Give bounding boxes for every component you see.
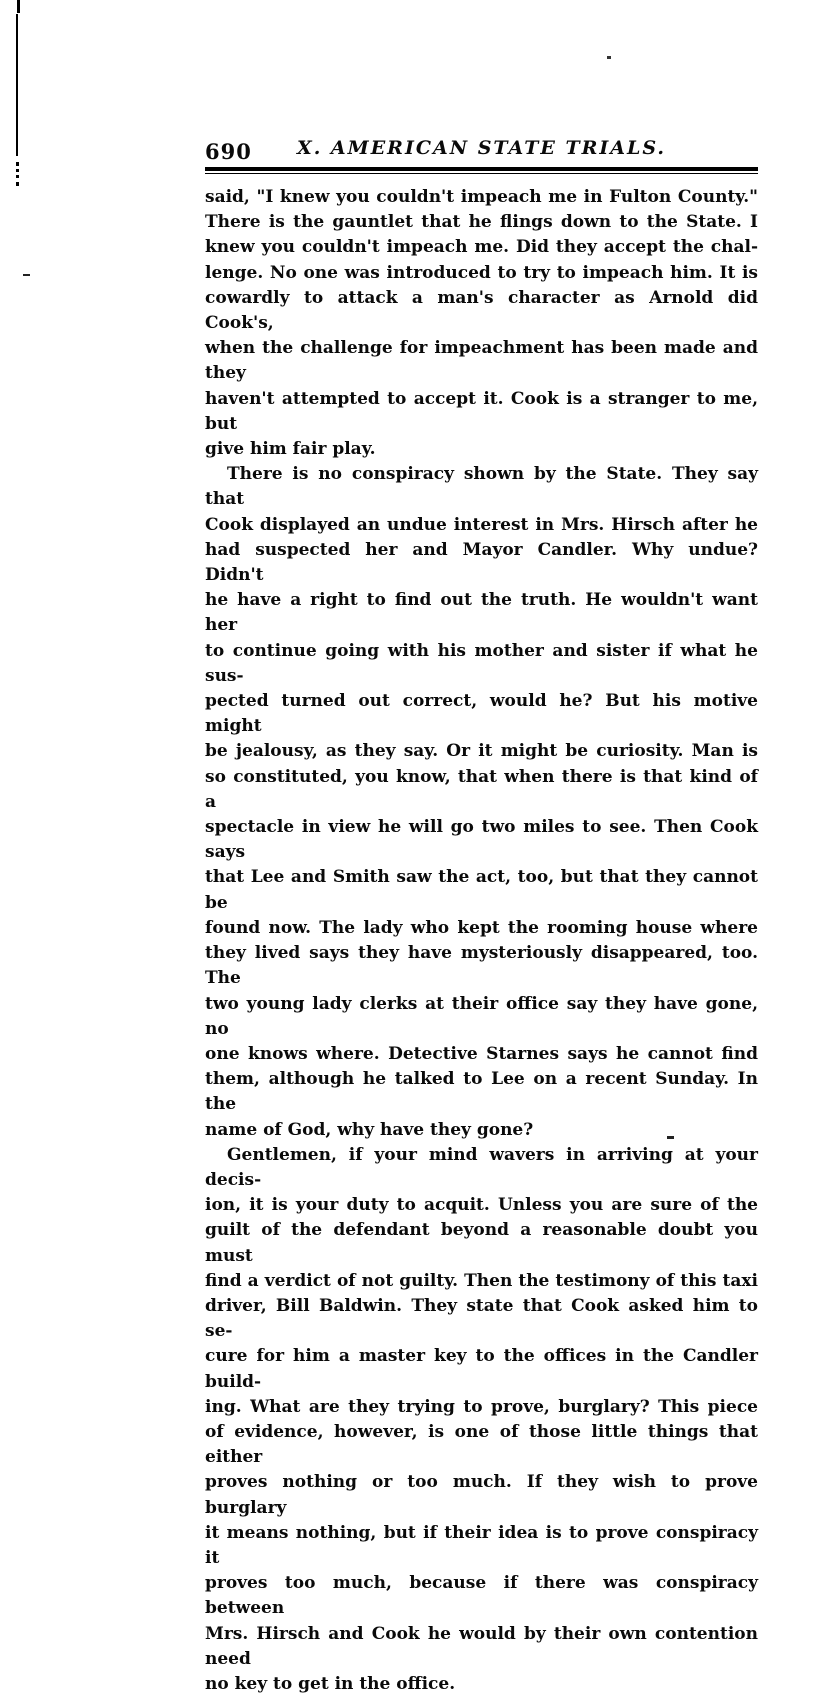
text-line: they lived says they have mysteriously disappeared, too. The [205,943,758,989]
text-line: pected turned out correct, would he? But his motive might [205,691,758,737]
text-line: one knows where. Detective Starnes says he cannot find [205,1043,758,1064]
header-rule [205,167,758,174]
text-line: so constituted, you know, that when there is that kind of a [205,766,758,812]
text-line: when the challenge for impeachment has been made and they [205,338,758,384]
scan-speck-top [607,56,611,59]
text-line: to continue going with his mother and sister if what he sus- [205,640,758,686]
text-line: that Lee and Smith saw the act, too, but that they cannot be [205,867,758,913]
body-text [205,185,758,1697]
text-line: knew you couldn't impeach me. Did they accept the chal- [205,237,758,258]
text-line: ing. What are they trying to prove, burglary? This piece [205,1396,758,1417]
text-line: cowardly to attack a man's character as Arnold did Cook's, [205,287,758,334]
text-line: proves nothing or too much. If they wish to prove burglary [205,1472,758,1518]
text-line: ion, it is your duty to acquit. Unless you are sure of the [205,1195,758,1216]
text-line: he have a right to find out the truth. He wouldn't want her [205,590,758,636]
paragraph [205,462,758,1142]
scan-margin-line-dots [16,162,19,186]
text-line: found now. The lady who kept the rooming house where [205,917,758,938]
text-line: guilt of the defendant beyond a reasonable doubt you must [205,1220,758,1266]
text-line: no key to get in the office. [205,1673,456,1694]
text-line: find a verdict of not guilty. Then the testimony of this taxi [205,1270,758,1291]
text-line: said, "I knew you couldn't impeach me in Fulton County." [205,187,758,207]
scan-margin-line [16,14,18,156]
text-line: name of God, why have they gone? [205,1119,534,1140]
text-line: had suspected her and Mayor Candler. Why undue? Didn't [205,539,758,586]
text-line: it means nothing, but if their idea is to prove conspiracy it [205,1522,758,1568]
text-line: proves too much, because if there was conspiracy between [205,1573,758,1619]
text-line: spectacle in view he will go two miles to see. Then Cook says [205,817,758,863]
text-line: two young lady clerks at their office say they have gone, no [205,993,758,1039]
text-line: Cook displayed an undue interest in Mrs. Hirsch after he [205,514,758,535]
running-head-title: X. AMERICAN STATE TRIALS. [296,137,667,159]
text-line: There is no conspiracy shown by the State. They say that [205,464,758,510]
scan-speck-left [23,274,30,276]
text-line: lenge. No one was introduced to try to impeach him. It is [205,262,758,283]
text-line: Gentlemen, if your mind wavers in arriving at your decis- [205,1144,758,1190]
text-line: haven't attempted to accept it. Cook is a stranger to me, but [205,388,758,434]
text-line: There is the gauntlet that he flings down to the State. I [205,212,758,233]
paragraph [205,185,758,462]
page-number: 690 [205,139,252,164]
text-line: them, although he talked to Lee on a recent Sunday. In the [205,1069,758,1115]
text-line: Mrs. Hirsch and Cook he would by their own contention need [205,1623,758,1669]
paragraph [205,1143,758,1697]
page-header [205,137,758,174]
text-line: give him fair play. [205,439,376,460]
text-line: be jealousy, as they say. Or it might be curiosity. Man is [205,741,758,762]
scan-margin-line-top [17,0,20,13]
text-line: of evidence, however, is one of those little things that either [205,1421,758,1468]
text-line: driver, Bill Baldwin. They state that Cook asked him to se- [205,1295,758,1342]
text-line: cure for him a master key to the offices in the Candler build- [205,1346,758,1392]
